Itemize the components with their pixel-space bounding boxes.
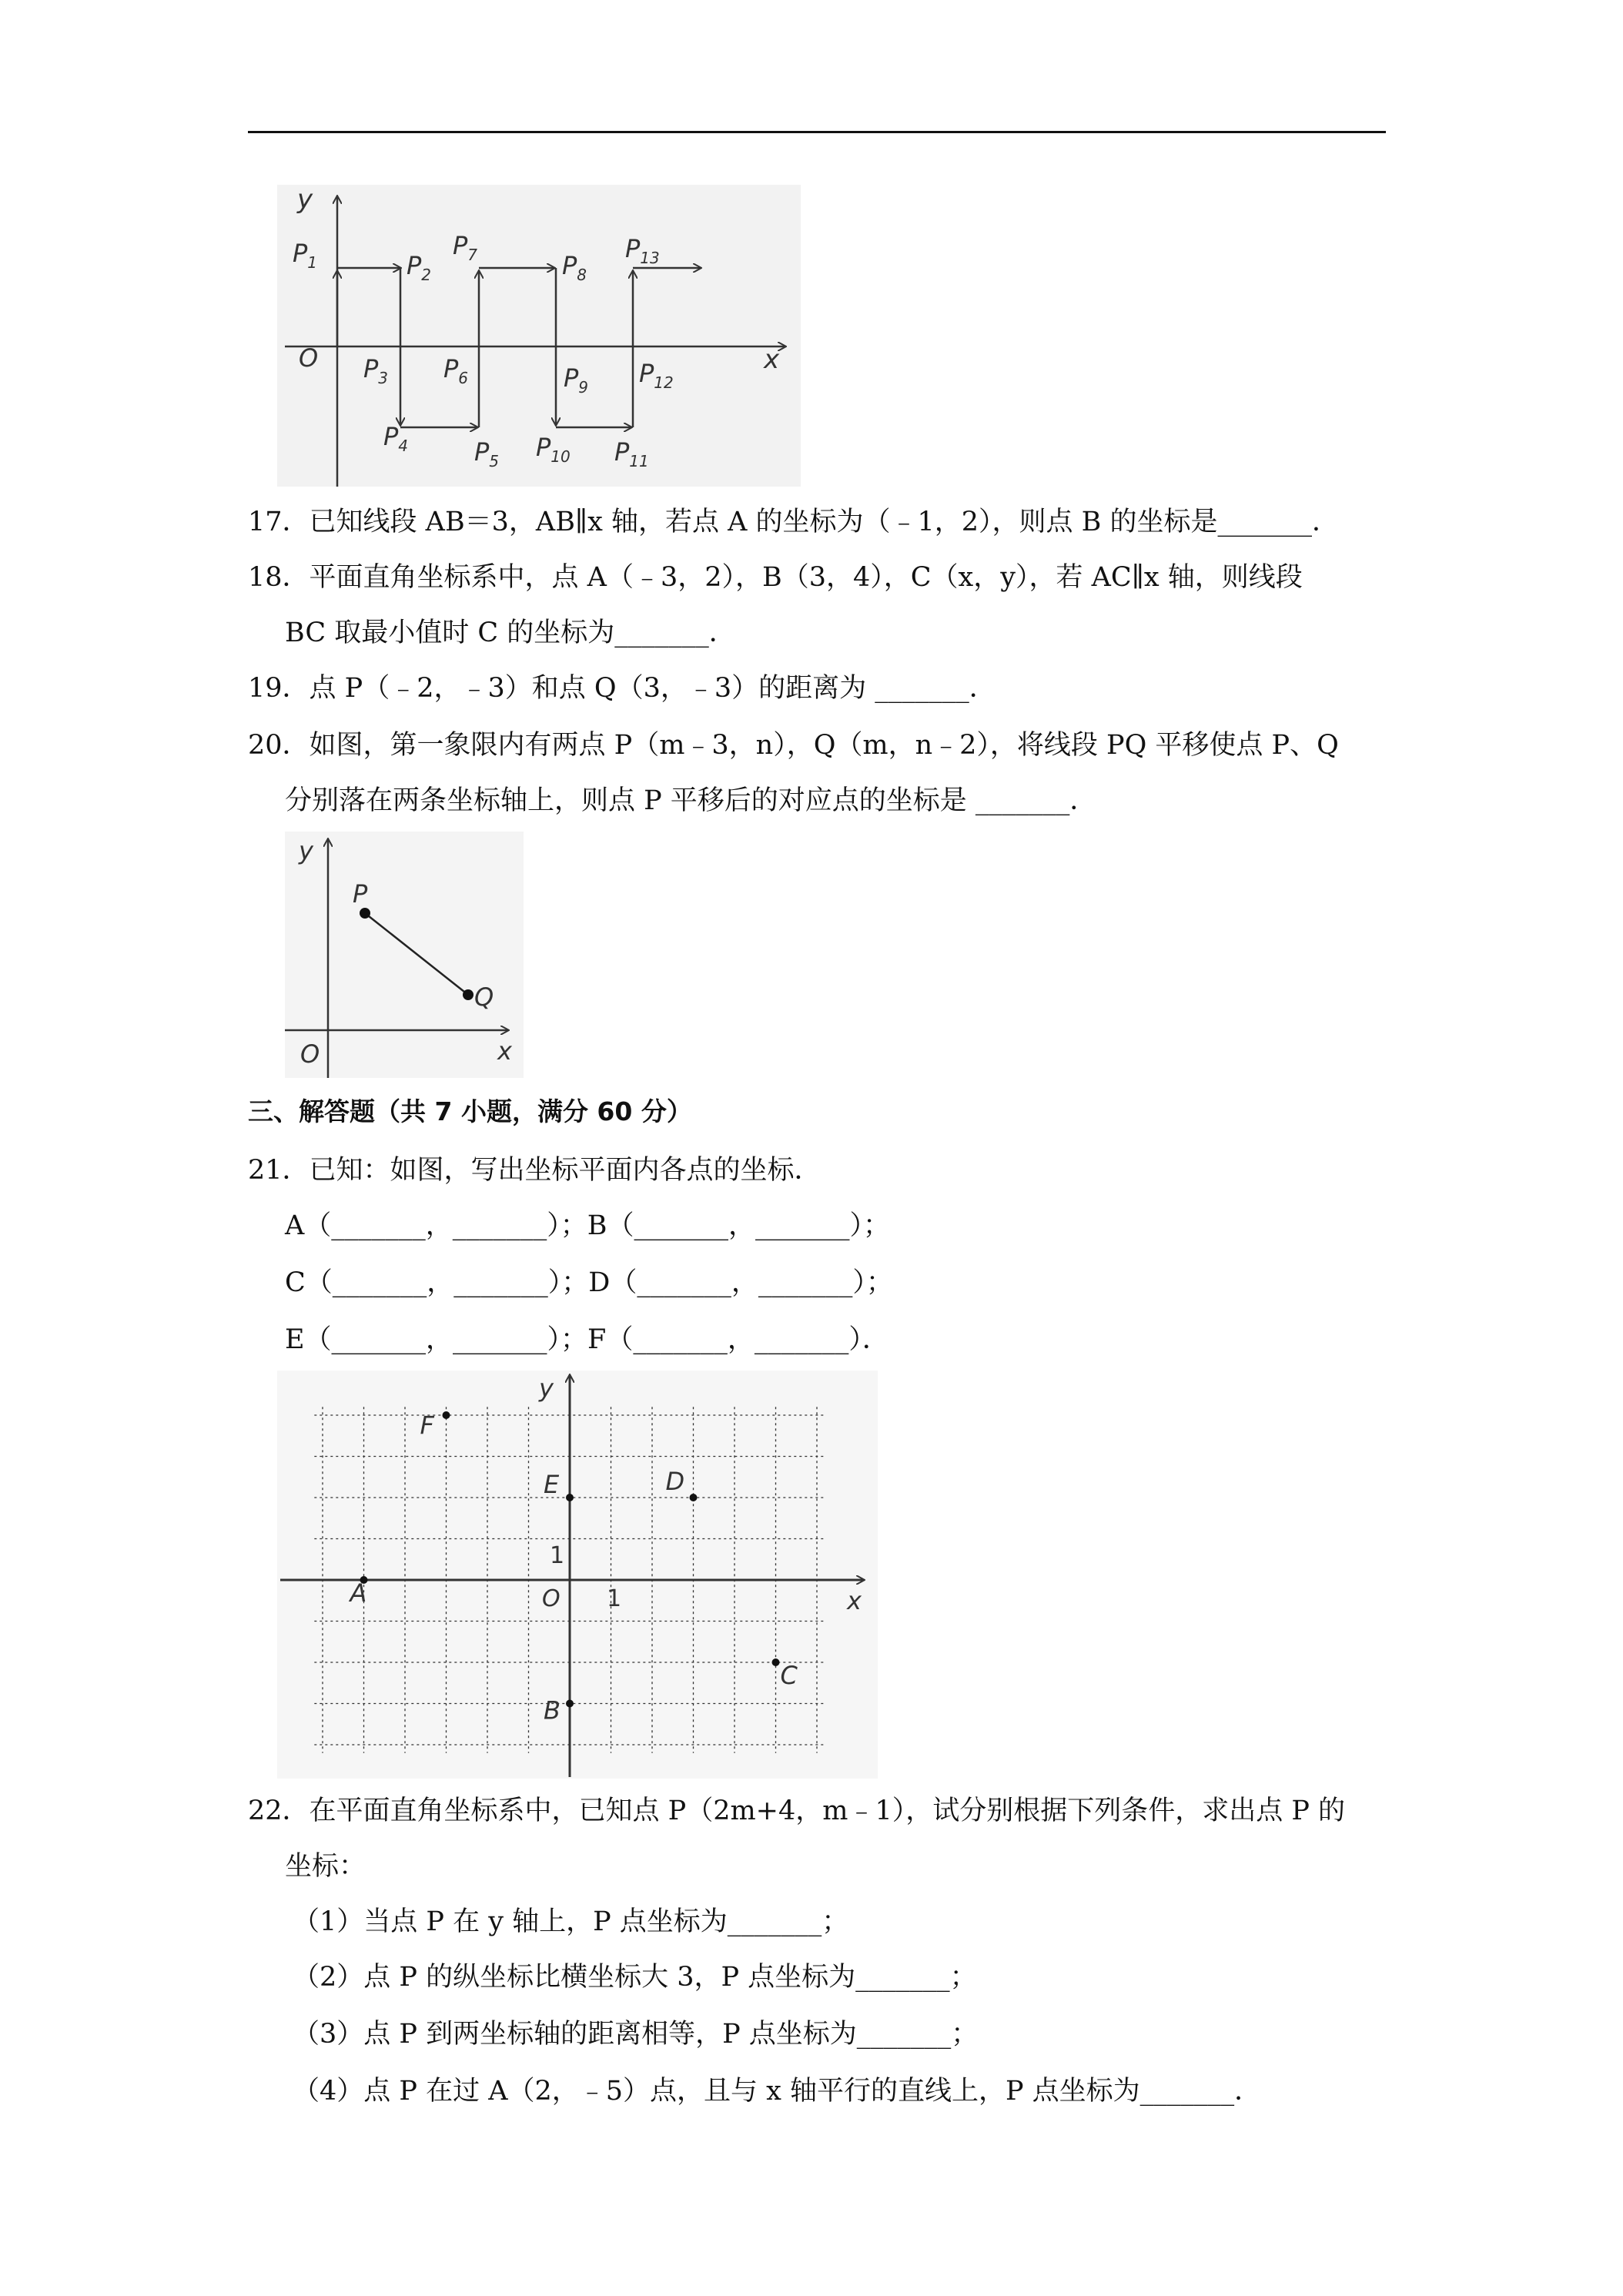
label-d: D	[665, 1467, 685, 1496]
figure-segment-pq	[285, 832, 524, 1078]
question-20-line-1: 20．如图，第一象限内有两点 P（m﹣3，n），Q（m，n﹣2），将线段 PQ 平移使点 P、Q	[248, 730, 1339, 761]
point-label-p2: $P_2$	[407, 251, 432, 284]
point-label-p12: $P_{12}$	[639, 359, 674, 392]
section-3-heading: 三、解答题（共 7 小题，满分 60 分）	[248, 1096, 692, 1126]
point-d	[690, 1494, 698, 1501]
point-label-p6: $P_6$	[443, 354, 469, 387]
question-20-line-2: 分别落在两条坐标轴上，则点 P 平移后的对应点的坐标是 _______．	[285, 785, 1097, 816]
question-21-line-1: 21．已知：如图，写出坐标平面内各点的坐标．	[248, 1155, 822, 1186]
x-axis-label: x	[497, 1036, 512, 1066]
question-17: 17．已知线段 AB＝3，AB∥x 轴，若点 A 的坐标为（﹣1，2），则点 B 的坐标是_______．	[248, 507, 1339, 537]
point-c	[772, 1658, 780, 1666]
question-22-sub-4: （4）点 P 在过 A（2，﹣5）点，且与 x 轴平行的直线上，P 点坐标为_______．	[293, 2076, 1262, 2107]
y-axis-label: y	[297, 185, 313, 215]
point-f	[443, 1411, 450, 1419]
question-22-sub-3: （3）点 P 到两坐标轴的距离相等，P 点坐标为_______；	[293, 2019, 979, 2050]
unit-label-y: 1	[550, 1542, 565, 1569]
y-axis-label: y	[539, 1374, 554, 1403]
header-rule	[248, 131, 1386, 133]
origin-label: O	[299, 343, 319, 373]
point-b	[566, 1700, 574, 1708]
figure-path-zigzag	[277, 185, 801, 487]
question-21-line-2: A（_______，_______）；B（_______，_______）；	[285, 1210, 890, 1241]
unit-label-x: 1	[607, 1585, 622, 1612]
label-c: C	[780, 1661, 798, 1690]
x-axis-label: x	[764, 344, 780, 375]
point-label-p4: $P_4$	[383, 422, 409, 455]
label-q: Q	[474, 982, 494, 1012]
label-b: B	[544, 1695, 561, 1725]
question-21-line-4: E（_______，_______）；F（_______，_______）．	[285, 1324, 889, 1355]
label-e: E	[544, 1470, 560, 1499]
point-e	[566, 1494, 574, 1501]
label-f: F	[420, 1411, 434, 1440]
question-22-sub-2: （2）点 P 的纵坐标比横坐标大 3，P 点坐标为_______；	[293, 1962, 977, 1993]
point-label-p9: $P_9$	[564, 363, 589, 397]
point-label-p1: $P_1$	[293, 239, 318, 272]
point-label-p7: $P_7$	[453, 231, 478, 264]
point-label-p10: $P_{10}$	[536, 433, 571, 466]
question-18-line-1: 18．平面直角坐标系中，点 A（﹣3，2），B（3，4），C（x，y），若 AC∥x 轴，则线段	[248, 562, 1303, 593]
question-22-sub-1: （1）当点 P 在 y 轴上，P 点坐标为_______；	[293, 1906, 849, 1937]
question-22-line-2: 坐标：	[285, 1851, 366, 1882]
point-p	[360, 908, 370, 919]
question-22-line-1: 22．在平面直角坐标系中，已知点 P（2m+4，m﹣1），试分别根据下列条件，求出点 P 的	[248, 1796, 1346, 1826]
question-19: 19．点 P（﹣2，﹣3）和点 Q（3，﹣3）的距离为 _______．	[248, 673, 996, 704]
origin-label: O	[542, 1585, 561, 1612]
point-label-p8: $P_8$	[562, 251, 587, 284]
x-axis-label: x	[847, 1586, 862, 1615]
point-label-p11: $P_{11}$	[614, 437, 649, 470]
point-label-p13: $P_{13}$	[625, 234, 660, 267]
question-18-line-2: BC 取最小值时 C 的坐标为_______．	[285, 618, 736, 648]
question-21-line-3: C（_______，_______）；D（_______，_______）；	[285, 1267, 893, 1298]
figure-coordinate-grid	[277, 1371, 878, 1779]
point-label-p5: $P_5$	[474, 437, 500, 470]
label-p: P	[353, 879, 368, 909]
point-q	[463, 989, 474, 1000]
point-label-p3: $P_3$	[363, 354, 389, 387]
y-axis-label: y	[299, 836, 313, 865]
origin-label: O	[300, 1039, 320, 1069]
label-a: A	[350, 1578, 367, 1608]
